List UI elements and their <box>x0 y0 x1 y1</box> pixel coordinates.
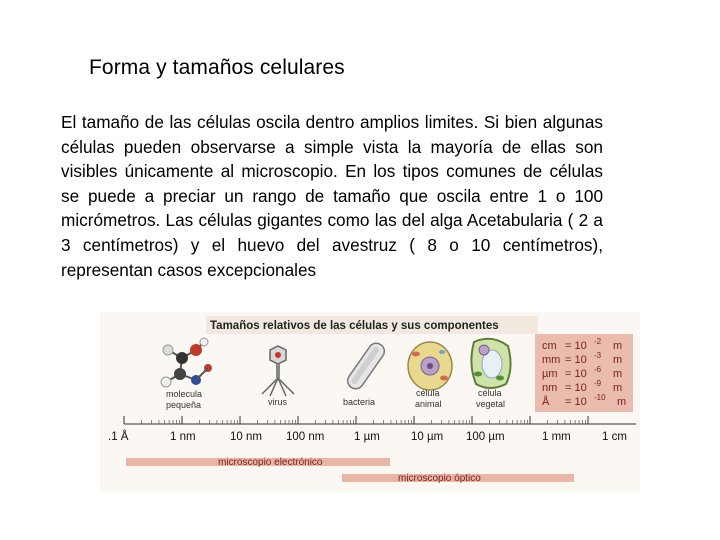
cell-size-diagram <box>100 312 640 492</box>
animal-cell-illustration <box>408 342 452 390</box>
scale-label: 100 µm <box>466 431 505 443</box>
unit-name: mm <box>542 354 561 366</box>
item-label: célula <box>416 388 440 398</box>
unit-exp: -10 <box>594 393 606 402</box>
cell-size-figure <box>100 312 640 492</box>
unit-suffix: m <box>613 382 623 394</box>
item-label: virus <box>268 397 288 407</box>
scale-label: 1 µm <box>354 431 380 443</box>
scale-label: 1 cm <box>602 431 627 443</box>
electron-microscope-label: microscopio electrónico <box>218 457 323 468</box>
unit-eq: = 10 <box>565 340 587 352</box>
scale-label: .1 Å <box>108 431 129 443</box>
scale-label: 1 nm <box>170 431 196 443</box>
unit-suffix: m <box>613 354 623 366</box>
scale-label: 1 mm <box>542 431 571 443</box>
plant-cell-illustration <box>471 339 510 388</box>
unit-suffix: m <box>613 340 623 352</box>
unit-eq: = 10 <box>565 396 587 408</box>
unit-suffix: m <box>617 396 627 408</box>
item-label: animal <box>415 399 442 409</box>
unit-eq: = 10 <box>565 382 587 394</box>
scale-label: 100 nm <box>286 431 325 443</box>
scale-labels <box>108 430 627 443</box>
unit-name: µm <box>542 368 558 380</box>
item-label: célula <box>478 388 502 398</box>
item-label: pequeña <box>166 400 202 410</box>
unit-name: Å <box>542 396 550 408</box>
unit-exp: -6 <box>594 365 602 374</box>
unit-suffix: m <box>613 368 623 380</box>
unit-exp: -3 <box>594 351 602 360</box>
unit-eq: = 10 <box>565 368 587 380</box>
scale-label: 10 µm <box>411 431 444 443</box>
item-label: vegetal <box>476 399 506 409</box>
unit-exp: -2 <box>594 337 602 346</box>
page-title: Forma y tamaños celulares <box>89 56 345 79</box>
unit-name: nm <box>542 382 558 394</box>
unit-name: cm <box>542 340 557 352</box>
body-paragraph: El tamaño de las células oscila dentro amplios limites. Si bien algunas células pueden observarse a simple vista la mayoría de ellas son visibles únicamente al microscopio. En los tipos comunes de células se puede a preciar un rango de tamaño que oscila entre 1 o 100 micrómetros. Las células gigantes como las del alga Acetabularia ( 2 a 3 centímetros) y el huevo del avestruz ( 8 o 10 centímetros), representan casos excepcionales <box>61 112 603 280</box>
optical-microscope-label: microscopio óptico <box>398 473 481 484</box>
unit-eq: = 10 <box>565 354 587 366</box>
unit-exp: -9 <box>594 379 602 388</box>
scale-label: 10 nm <box>230 431 262 443</box>
item-label: bacteria <box>343 397 376 407</box>
item-label: molecula <box>166 389 203 399</box>
figure-title: Tamaños relativos de las células y sus componentes <box>210 320 499 332</box>
